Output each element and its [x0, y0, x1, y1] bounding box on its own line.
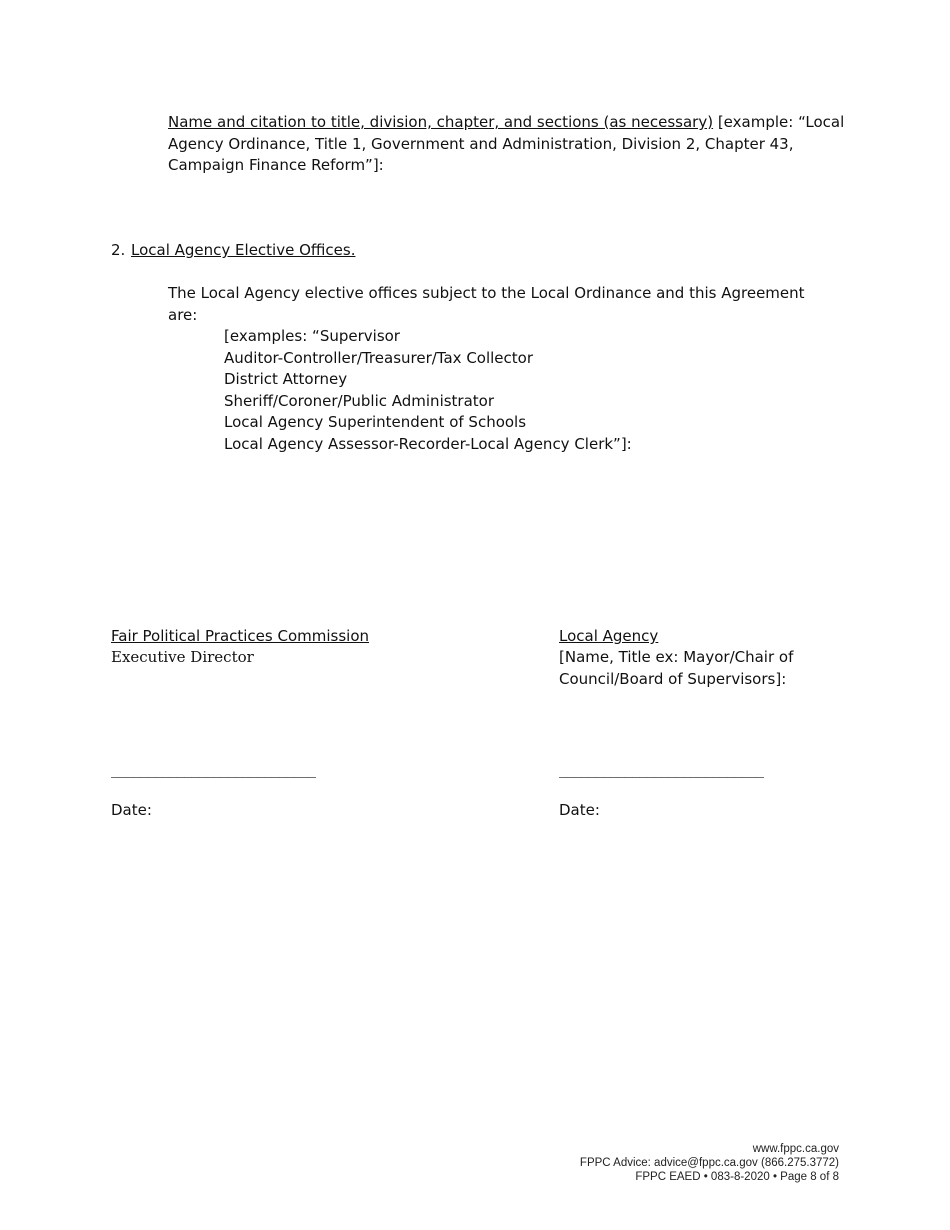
list-item: Local Agency Assessor-Recorder-Local Agency Clerk”]: — [224, 434, 632, 453]
fppc-signature-line: ____________________________ — [111, 765, 316, 780]
section-number: 2. — [111, 241, 126, 259]
list-item: Auditor-Controller/Treasurer/Tax Collector — [224, 348, 534, 367]
local-agency-signatory-title: Local Agency — [559, 627, 659, 645]
local-agency-signature-line: ____________________________ — [559, 765, 764, 780]
section-heading: Local Agency Elective Offices. — [131, 241, 356, 259]
fppc-signatory-title: Fair Political Practices Commission — [111, 627, 370, 645]
list-item: Local Agency Superintendent of Schools — [224, 413, 527, 431]
local-agency-date-label: Date: — [559, 801, 600, 819]
footer-form-info: FPPC EAED • 083-8-2020 • Page 8 of 8 — [635, 1171, 839, 1183]
footer-website: www.fppc.ca.gov — [752, 1143, 839, 1155]
ordinance-citation-paragraph — [168, 112, 848, 177]
section-intro: The Local Agency elective offices subject to the Local Ordinance and this Agreement are: — [168, 284, 805, 324]
list-item: [examples: “Supervisor — [224, 327, 400, 345]
footer-advice-contact: FPPC Advice: advice@fppc.ca.gov (866.275.3772) — [579, 1157, 839, 1169]
fppc-date-label: Date: — [111, 801, 152, 819]
citation-label: Name and citation to title, division, chapter, and sections (as necessary) — [168, 113, 714, 131]
list-item: Sheriff/Coroner/Public Administrator — [224, 391, 495, 410]
page-footer — [580, 1142, 839, 1184]
elective-offices-list — [224, 326, 632, 455]
fppc-signatory-role: Executive Director — [111, 648, 254, 666]
local-agency-signatory-role: [Name, Title ex: Mayor/Chair of Council/Board of Supervisors]: — [559, 648, 794, 688]
list-item: District Attorney — [224, 370, 348, 388]
citation-example: [example: “Local Agency Ordinance, Title 1, Government and Administration, Division 2, Chapter 43, Campaign Finance Reform”]: — [168, 113, 845, 174]
